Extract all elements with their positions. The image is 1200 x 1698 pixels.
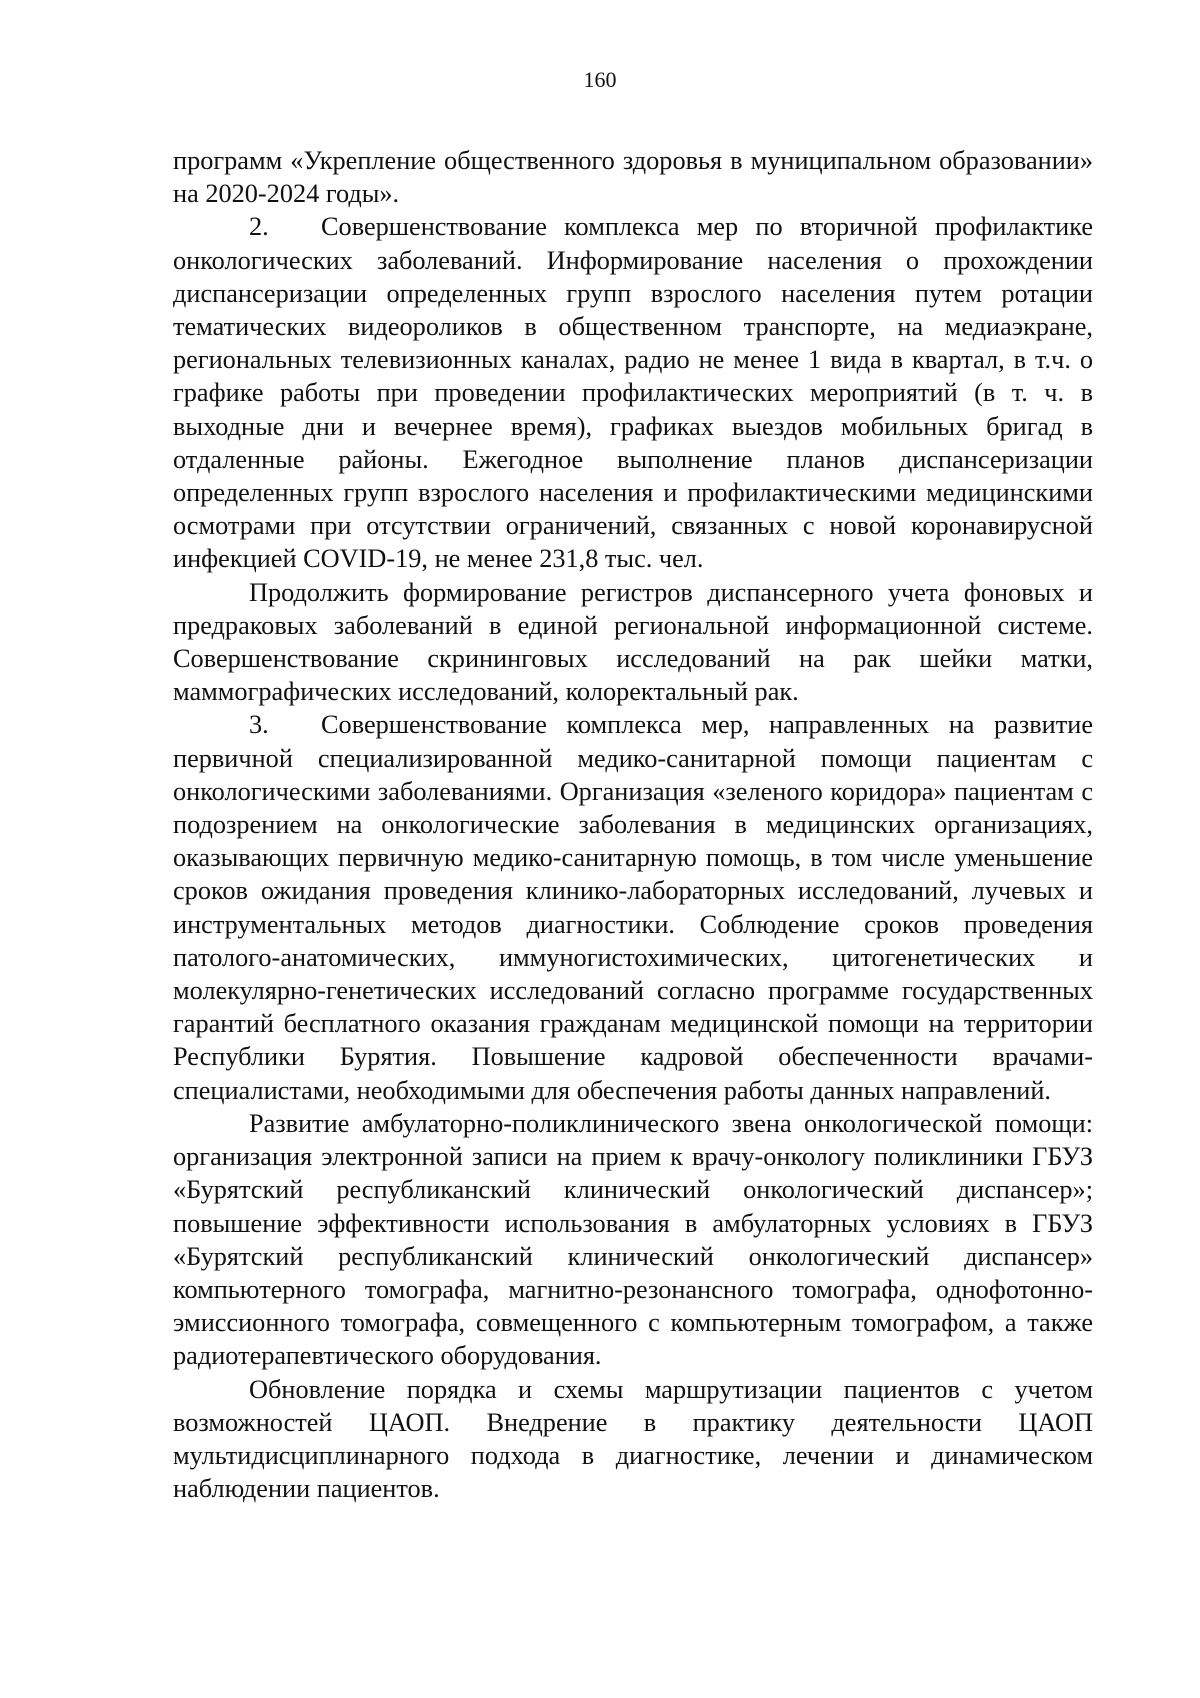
paragraph: Обновление порядка и схемы маршрутизации пациентов с учетом возможностей ЦАОП. Внедрение в практику деятельности ЦАОП мультидисциплинарного подхода в диагностике, лечении и динамическом наблюдении пациентов. xyxy=(173,1374,1093,1504)
paragraph: Развитие амбулаторно-поликлинического звена онкологической помощи: организация электронной записи на прием к врачу-онкологу поликлиники ГБУЗ «Бурятский республиканский клинический онкологический диспансер»; повышение эффективности использования в амбулаторных условиях в ГБУЗ «Бурятский республиканский клинический онкологический диспансер» компьютерного томографа, магнитно-резонансного томографа, однофотонно-эмиссионного томографа, совмещенного с компьютерным томографом, а также радиотерапевтического оборудования. xyxy=(173,1108,1093,1371)
paragraph-text: Совершенствование комплекса мер, направленных на развитие первичной специализированной медико-санитарной помощи пациентам с онкологическими заболеваниями. Организация «зеленого коридора» пациентам с подозрением на онкологические заболевания в медицинских организациях, оказывающих первичную медико-санитарную помощь, в том числе уменьшение сроков ожидания проведения клинико-лабораторных исследований, лучевых и инструментальных методов диагностики. Соблюдение сроков проведения патолого-анатомических, иммуногистохимических, цитогенетических и молекулярно-генетических исследований согласно программе государственных гарантий бесплатного оказания гражданам медицинской помощи на территории Республики Бурятия. Повышение кадровой обеспеченности врачами-специалистами, необходимыми для обеспечения работы данных направлений. xyxy=(173,710,1093,1105)
page-number: 160 xyxy=(583,67,617,92)
list-number: 3. xyxy=(249,710,269,740)
list-number: 2. xyxy=(249,212,269,242)
document-body xyxy=(173,144,1093,1505)
paragraph: Продолжить формирование регистров диспансерного учета фоновых и предраковых заболеваний в единой региональной информационной системе. Совершенствование скрининговых исследований на рак шейки матки, маммографических исследований, колоректальный рак. xyxy=(173,577,1093,707)
paragraph-item-2 xyxy=(173,210,1093,575)
paragraph-text: Совершенствование комплекса мер по вторичной профилактике онкологических заболеваний. Информирование населения о прохождении диспансеризации определенных групп взрослого населения путем ротации тематических видеороликов в общественном транспорте, на медиаэкране, региональных телевизионных каналах, радио не менее 1 вида в квартал, в т.ч. о графике работы при проведении профилактических мероприятий (в т. ч. в выходные дни и вечернее время), графиках выездов мобильных бригад в отдаленные районы. Ежегодное выполнение планов диспансеризации определенных групп взрослого населения и профилактическими медицинскими осмотрами при отсутствии ограничений, связанных с новой коронавирусной инфекцией COVID-19, не менее 231,8 тыс. чел. xyxy=(173,212,1093,574)
paragraph-item-3 xyxy=(173,708,1093,1106)
paragraph-continuation: программ «Укрепление общественного здоровья в муниципальном образовании» на 2020-2024 годы». xyxy=(173,146,1093,209)
